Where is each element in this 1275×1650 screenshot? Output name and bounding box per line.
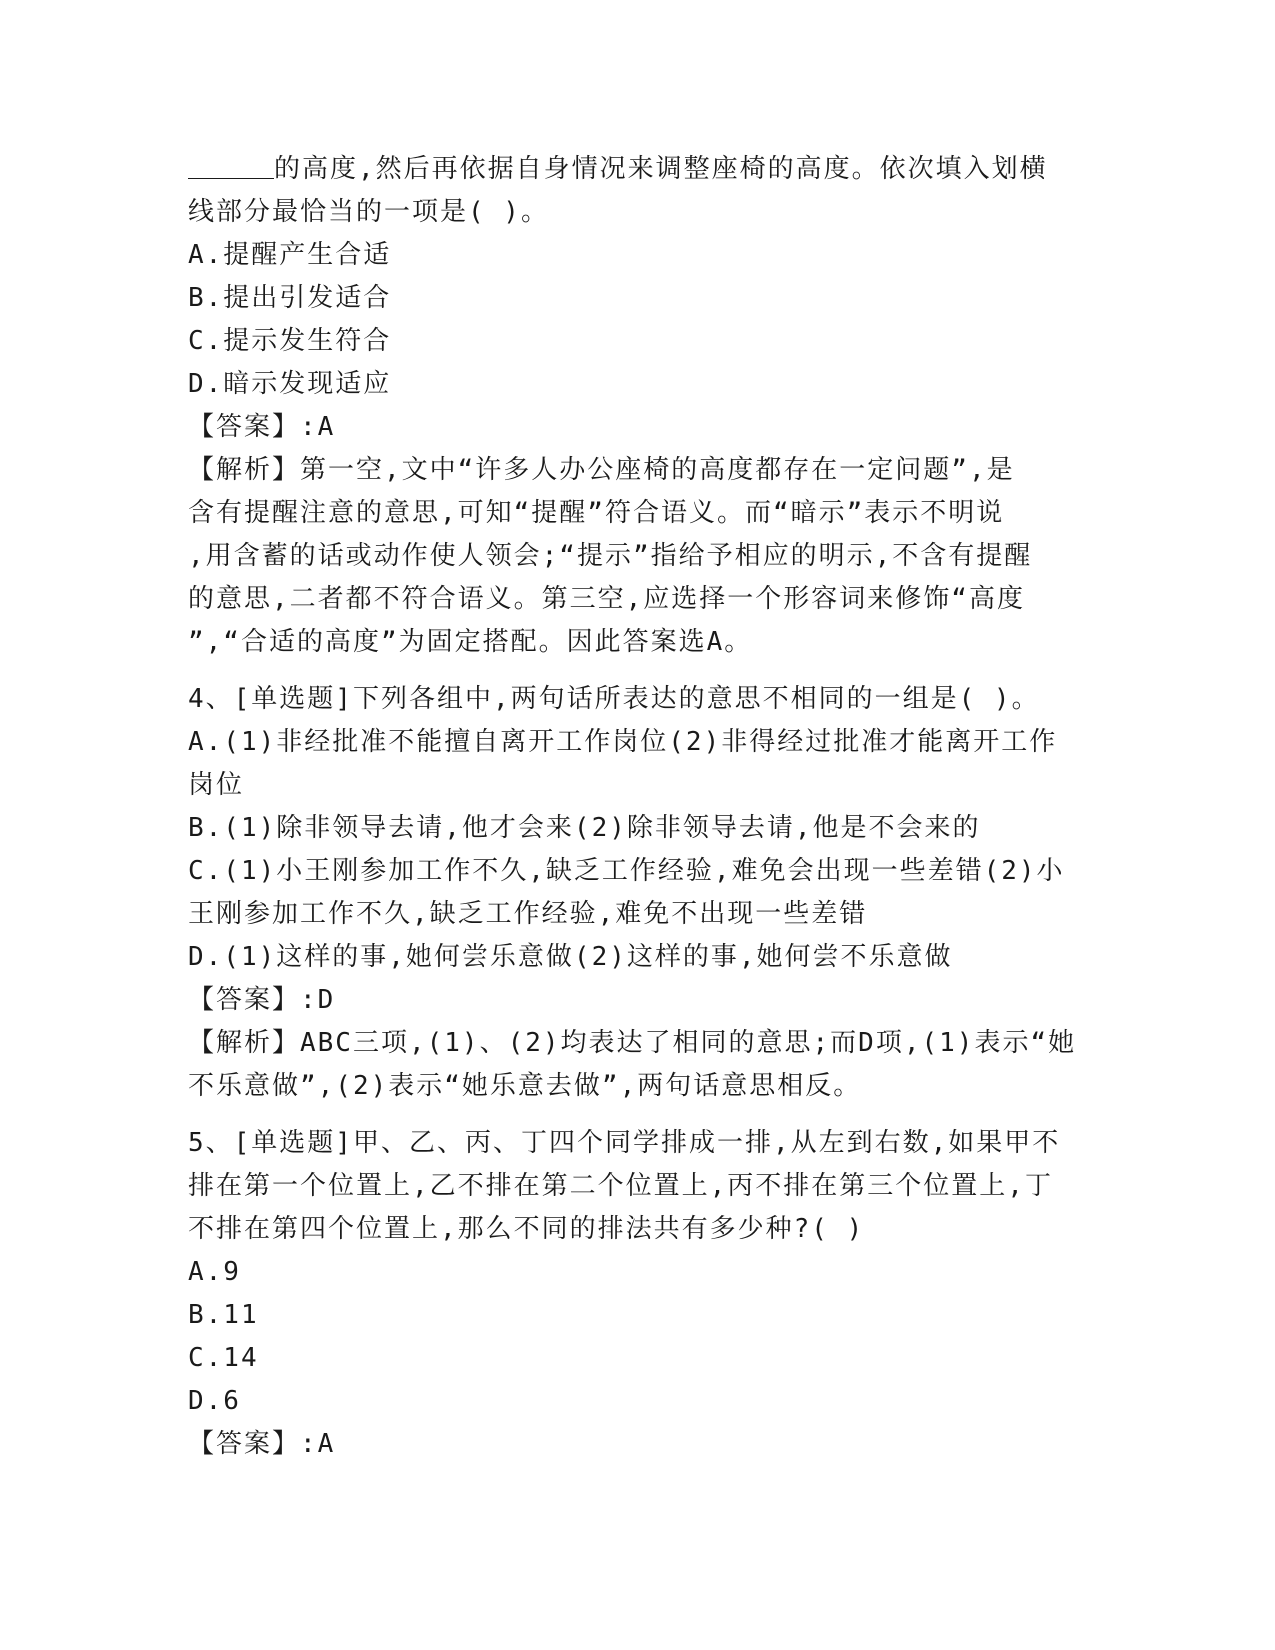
option-line: 王刚参加工作不久,缺乏工作经验,难免不出现一些差错 (188, 899, 868, 929)
option-b: B.提出引发适合 (188, 283, 392, 313)
option-d: D.6 (188, 1386, 241, 1416)
answer-line: 【答案】:A (188, 412, 336, 442)
option-c: C.14 (188, 1343, 259, 1373)
analysis-line: 不乐意做”,(2)表示“她乐意去做”,两句话意思相反。 (188, 1071, 862, 1101)
question-3-tail (188, 148, 1068, 664)
analysis-line: 的意思,二者都不符合语义。第三空,应选择一个形容词来修饰“高度 (188, 584, 1025, 614)
option-line: B.(1)除非领导去请,他才会来(2)除非领导去请,他是不会来的 (188, 813, 981, 843)
option-line: D.(1)这样的事,她何尝乐意做(2)这样的事,她何尝不乐意做 (188, 942, 953, 972)
analysis-line: 【解析】ABC三项,(1)、(2)均表达了相同的意思;而D项,(1)表示“她 (188, 1028, 1077, 1058)
answer-line: 【答案】:D (188, 985, 336, 1015)
question-stem-line: 排在第一个位置上,乙不排在第二个位置上,丙不排在第三个位置上,丁 (188, 1171, 1053, 1201)
fill-blank (188, 152, 274, 179)
question-text-line: 线部分最恰当的一项是( )。 (188, 197, 549, 227)
option-line: A.(1)非经批准不能擅自离开工作岗位(2)非得经过批准才能离开工作 (188, 727, 1058, 757)
option-line: 岗位 (188, 770, 245, 800)
option-c: C.提示发生符合 (188, 326, 392, 356)
option-line: C.(1)小王刚参加工作不久,缺乏工作经验,难免会出现一些差错(2)小 (188, 856, 1065, 886)
answer-line: 【答案】:A (188, 1429, 336, 1459)
analysis-line: ”,“合适的高度”为固定搭配。因此答案选A。 (188, 627, 753, 657)
question-5 (188, 1122, 1068, 1466)
option-a: A.9 (188, 1257, 241, 1287)
question-text-line (188, 148, 1068, 191)
analysis-line: 【解析】第一空,文中“许多人办公座椅的高度都存在一定问题”,是 (188, 455, 1015, 485)
analysis-line: 含有提醒注意的意思,可知“提醒”符合语义。而“暗示”表示不明说 (188, 498, 1005, 528)
question-stem-line: 5、[单选题]甲、乙、丙、丁四个同学排成一排,从左到右数,如果甲不 (188, 1128, 1061, 1158)
section-gap (188, 1108, 1068, 1122)
option-b: B.11 (188, 1300, 259, 1330)
question-text-fragment: 的高度,然后再依据自身情况来调整座椅的高度。依次填入划横 (274, 154, 1048, 184)
option-d: D.暗示发现适应 (188, 369, 392, 399)
document-page (188, 148, 1077, 1466)
question-stem: 4、[单选题]下列各组中,两句话所表达的意思不相同的一组是( )。 (188, 684, 1040, 714)
option-a: A.提醒产生合适 (188, 240, 392, 270)
analysis-line: ,用含蓄的话或动作使人领会;“提示”指给予相应的明示,不含有提醒 (188, 541, 1033, 571)
section-gap (188, 664, 1068, 678)
question-4 (188, 678, 1077, 1108)
question-stem-line: 不排在第四个位置上,那么不同的排法共有多少种?( ) (188, 1214, 865, 1244)
